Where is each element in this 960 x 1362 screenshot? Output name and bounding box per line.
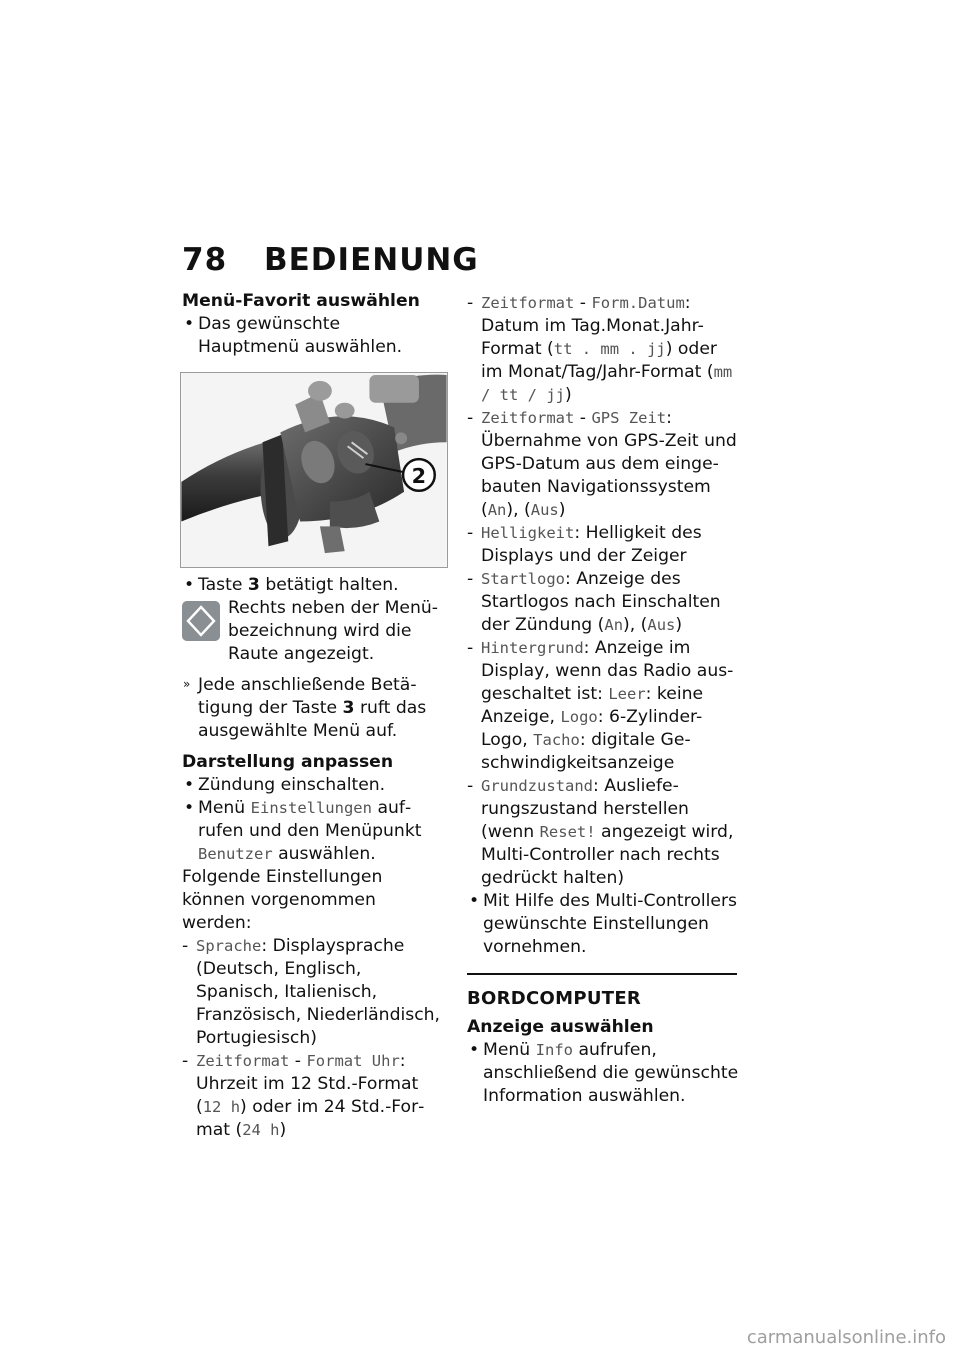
result-button-shortcut: » Jede anschließende Betätigung der Taste 3 ruft das ausgewählte Menü auf. <box>182 674 444 743</box>
bullet-ignition-on: • Zündung einschalten. <box>182 774 444 797</box>
watermark-link[interactable]: carmanualsonline.info <box>746 1327 946 1348</box>
option-date-format: - Zeitformat - Form.Datum: Datum im Tag.Monat.Jahr-Format (tt . mm . jj) oder im Monat/Tag/Jahr-Format (mm / tt / jj) <box>467 292 739 407</box>
heading-select-display: Anzeige auswählen <box>467 1017 654 1037</box>
option-background: - Hintergrund: Anzeige im Display, wenn das Radio ausgeschaltet ist: Leer: keine Anzeige, Logo: 6-Zylinder-Logo, Tacho: digitale Geschwindigkeitsanzeige <box>467 637 739 775</box>
right-column <box>467 292 739 1108</box>
left-column <box>182 290 444 1142</box>
option-gps-time: - Zeitformat - GPS Zeit: Übernahme von GPS-Zeit und GPS-Datum aus dem eingebauten Navigationssystem (An), (Aus) <box>467 407 739 522</box>
option-factory-reset: - Grundzustand: Auslieferungszustand herstellen (wenn Reset! angezeigt wird, Multi-Controller nach rechts gedrückt halten) <box>467 775 739 890</box>
callout-number: 2 <box>411 463 427 488</box>
bullet-open-settings: • Menü Einstellungen aufrufen und den Menüpunkt Benutzer auswählen. <box>182 797 444 866</box>
bullet-select-menu: • Das gewünschte Hauptmenü auswählen. <box>182 313 444 359</box>
bullet-multi-controller: • Mit Hilfe des Multi-Controllers gewünschte Einstellungen vornehmen. <box>467 890 739 959</box>
settings-intro: Folgende Einstellungen können vorgenommen werden: <box>182 867 383 933</box>
section-bordcomputer: BORDCOMPUTER <box>467 988 642 1009</box>
option-language: - Sprache: Displaysprache (Deutsch, Englisch, Spanisch, Italienisch, Französisch, Niederländisch, Portugiesisch) <box>182 935 444 1050</box>
option-time-format: - Zeitformat - Format Uhr: Uhrzeit im 12 Std.-Format (12 h) oder im 24 Std.-Format (24 h) <box>182 1050 444 1142</box>
bullet-hold-button: • Taste 3 betätigt halten. <box>182 574 444 597</box>
option-brightness: - Helligkeit: Helligkeit des Displays und der Zeiger <box>467 522 739 568</box>
page-title <box>182 242 479 278</box>
section-title: BEDIENUNG <box>264 242 479 278</box>
section-divider <box>467 973 737 975</box>
handlebar-switch-photo <box>180 372 448 568</box>
diamond-icon <box>182 601 220 641</box>
heading-adjust-display: Darstellung anpassen <box>182 752 394 772</box>
bullet-open-info: • Menü Info aufrufen, anschließend die gewünschte Information auswählen. <box>467 1039 739 1108</box>
heading-menu-favorite: Menü-Favorit auswählen <box>182 291 420 311</box>
diamond-note: Rechts neben der Menübezeichnung wird die Raute angezeigt. <box>182 597 444 666</box>
page-number: 78 <box>182 242 228 278</box>
option-start-logo: - Startlogo: Anzeige des Startlogos nach Einschalten der Zündung (An), (Aus) <box>467 568 739 637</box>
